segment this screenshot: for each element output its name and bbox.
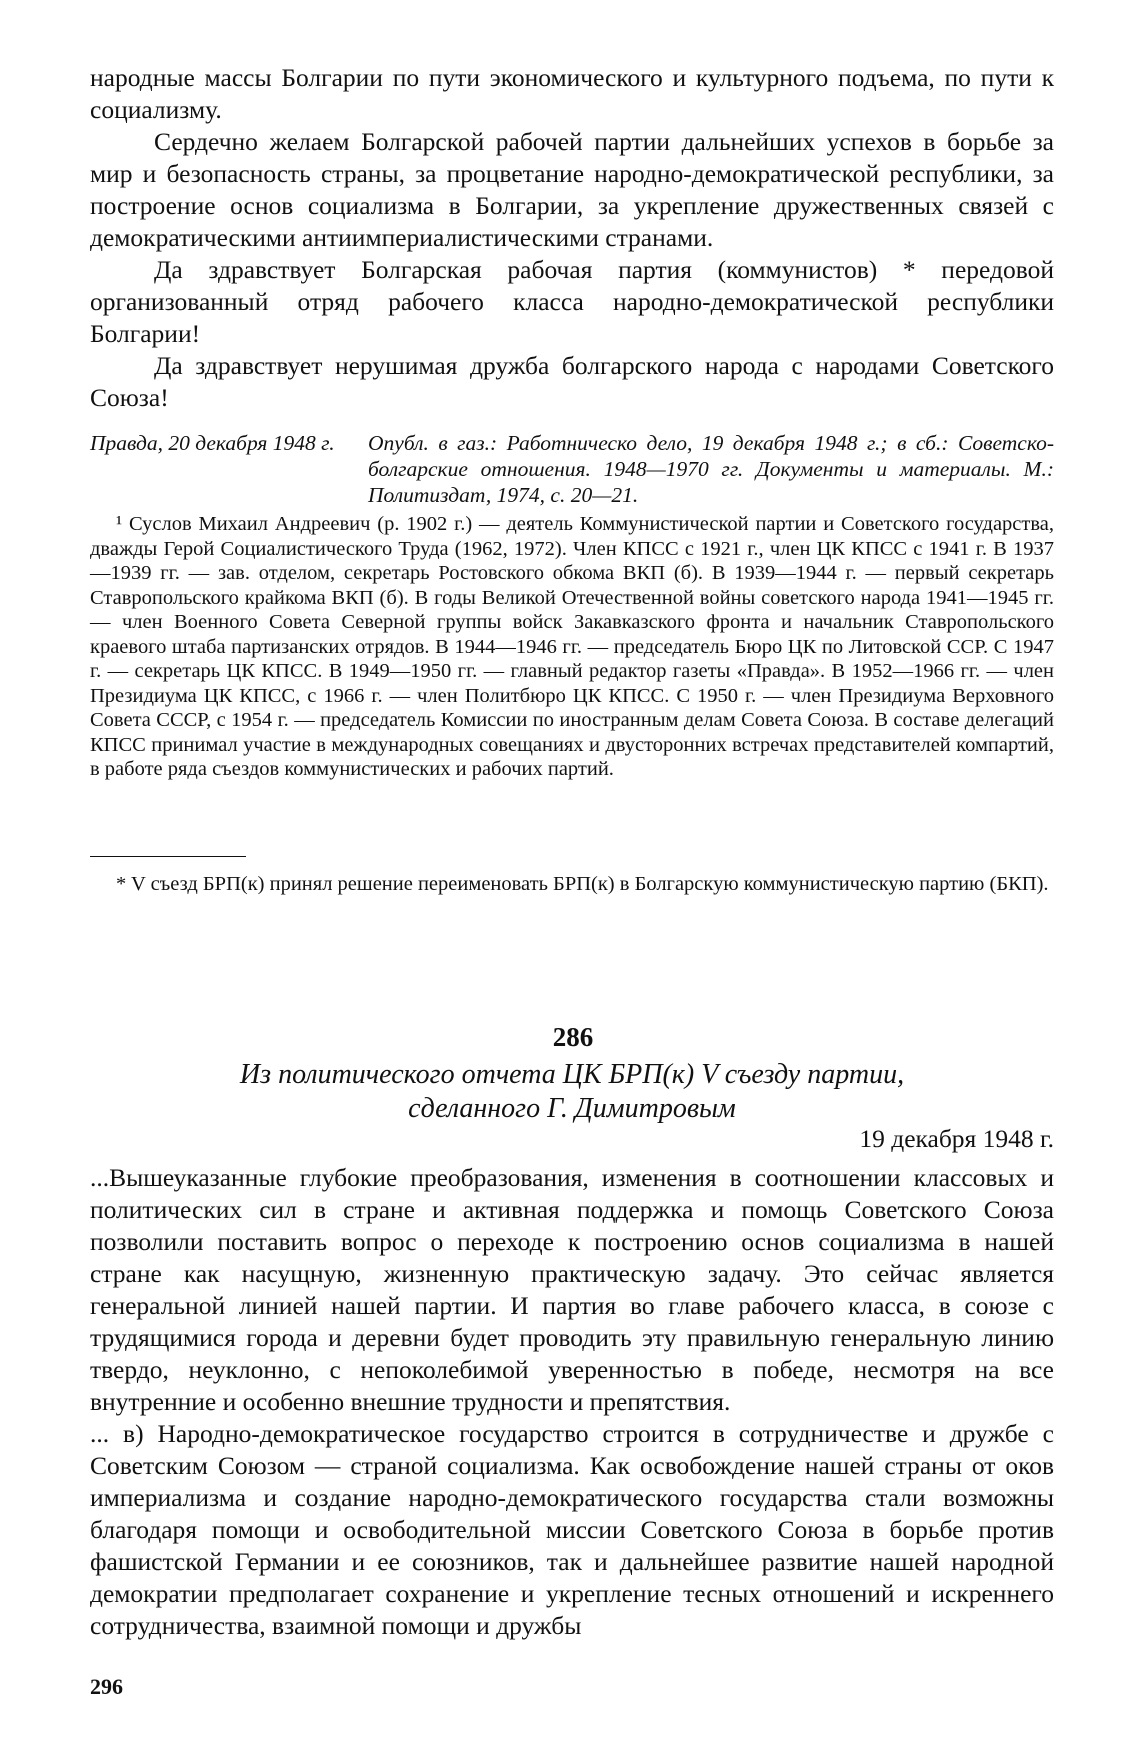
source-newspaper: Правда, 20 декабря 1948 г. bbox=[90, 431, 335, 455]
document-date: 19 декабря 1948 г. bbox=[859, 1124, 1054, 1153]
page-number: 296 bbox=[90, 1674, 123, 1699]
source-publication: Опубл. в газ.: Работническо дело, 19 декабря 1948 г.; в сб.: Советско-болгарские отношения. 1948—1970 гг. Документы и материалы. М.: Политиздат, 1974, с. 20—21. bbox=[368, 431, 1054, 507]
paragraph-transformations: ...Вышеуказанные глубокие преобразования, изменения в соотношении классовых и политических сил в стране и активная поддержка и помощь Советского Союза позволили поставить вопрос о переходе к построению основ социализма в нашей стране как насущную, жизненную практическую задачу. Это сейчас является генеральной линией нашей партии. И партия во главе рабочего класса, в союзе с трудящимися города и деревни будет проводить эту правильную генеральную линию твердо, неуклонно, с непоколебимой уверенностью в победе, несмотря на все внутренние и особенно внешние трудности и препятствия. bbox=[90, 1163, 1054, 1416]
bottom-text-block bbox=[90, 1162, 1054, 1642]
paragraph-cooperation: ... в) Народно-демократическое государство строится в сотрудничестве и дружбе с Советским Союзом — страной социализма. Как освобождение нашей страны от оков империализма и создание народно-демократического государства стали возможны благодаря помощи и освободительной миссии Советского Союза в борьбе против фашистской Германии и ее союзников, так и дальнейшее развитие нашей народной демократии предполагает сохранение и укрепление тесных отношений и искреннего сотрудничества, взаимной помощи и дружбы bbox=[90, 1419, 1054, 1640]
paragraph-long-live-friendship: Да здравствует нерушимая дружба болгарского народа с народами Советского Союза! bbox=[90, 351, 1054, 412]
biographical-note bbox=[90, 512, 1054, 782]
document-title-line-2: сделанного Г. Димитровым bbox=[408, 1093, 736, 1124]
top-text-block bbox=[90, 62, 1054, 414]
footnote-rule bbox=[90, 856, 246, 857]
note-suslov: ¹ Суслов Михаил Андреевич (р. 1902 г.) — деятель Коммунистической партии и Советского государства, дважды Герой Социалистического Труда (1962, 1972). Член КПСС с 1921 г., член ЦК КПСС с 1941 г. В 1937—1939 гг. — зав. отделом, секретарь Ростовского обкома ВКП (б). В 1939—1944 г. — первый секретарь Ставропольского крайкома ВКП (б). В годы Великой Отечественной войны советского народа 1941—1945 гг. — член Военного Совета Северной группы войск Закавказского фронта и начальник Ставропольского краевого штаба партизанских отрядов. В 1944—1946 гг. — председатель Бюро ЦК по Литовской ССР. С 1947 г. — секретарь ЦК КПСС. В 1949—1950 гг. — главный редактор газеты «Правда». В 1952—1966 гг. — член Президиума ЦК КПСС, с 1966 г. — член Политбюро ЦК КПСС. С 1950 г. — член Президиума Верховного Совета СССР, с 1954 г. — председатель Комиссии по иностранным делам Совета Союза. В составе делегаций КПСС принимал участие в международных совещаниях и двусторонних встречах представителей компартий, в работе ряда съездов коммунистических и рабочих партий. bbox=[90, 513, 1054, 780]
document-title bbox=[90, 1058, 1054, 1126]
footnote-text: * V съезд БРП(к) принял решение переименовать БРП(к) в Болгарскую коммунистическую партию (БКП). bbox=[116, 873, 1049, 895]
footnote bbox=[90, 872, 1054, 897]
document-title-line-1: Из политического отчета ЦК БРП(к) V съезду партии, bbox=[239, 1059, 905, 1090]
paragraph-continuation: народные массы Болгарии по пути экономического и культурного подъема, по пути к социализму. bbox=[90, 63, 1054, 124]
document-number: 286 bbox=[552, 1022, 594, 1052]
paragraph-wishes: Сердечно желаем Болгарской рабочей партии дальнейших успехов в борьбе за мир и безопасность страны, за процветание народно-демократической республики, за построение основ социализма в Болгарии, за укрепление дружественных связей с демократическими антиимпериалистическими странами. bbox=[90, 127, 1054, 252]
paragraph-long-live-party: Да здравствует Болгарская рабочая партия (коммунистов) * передовой организованный отряд рабочего класса народно-демократической республики Болгарии! bbox=[90, 255, 1054, 348]
